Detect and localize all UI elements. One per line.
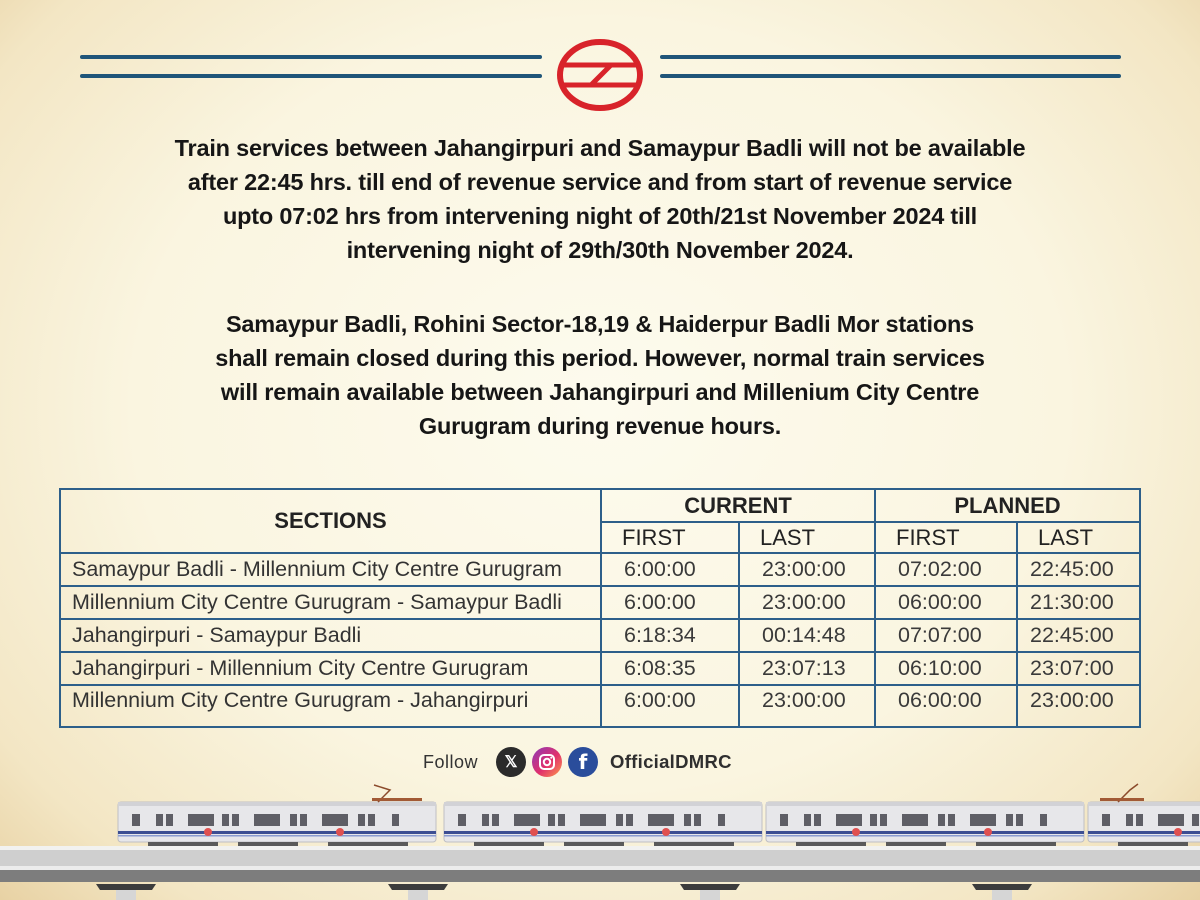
current-last-cell: 23:00:00 <box>739 685 875 727</box>
header-line-right-bottom <box>660 74 1121 78</box>
current-first-cell: 6:08:35 <box>601 652 739 685</box>
section-cell: Millennium City Centre Gurugram - Jahangirpuri <box>60 685 601 727</box>
metro-train-illustration <box>0 780 1200 900</box>
planned-first-cell: 06:00:00 <box>875 685 1017 727</box>
current-first-cell: 6:00:00 <box>601 586 739 619</box>
current-first-cell: 6:00:00 <box>601 553 739 586</box>
table-header-row <box>60 489 1140 522</box>
header-planned-first: FIRST <box>875 522 1017 553</box>
planned-last-cell: 22:45:00 <box>1017 619 1140 652</box>
notice-line: Train services between Jahangirpuri and Samaypur Badli will not be available <box>174 135 1026 161</box>
instagram-icon[interactable] <box>532 747 562 777</box>
table-row <box>60 619 1140 652</box>
notice-line: intervening night of 29th/30th November 2024. <box>346 237 854 263</box>
current-first-cell: 6:18:34 <box>601 619 739 652</box>
current-last-cell: 23:00:00 <box>739 553 875 586</box>
planned-last-cell: 23:00:00 <box>1017 685 1140 727</box>
header-banner <box>0 38 1200 114</box>
planned-last-cell: 22:45:00 <box>1017 553 1140 586</box>
header-sections: SECTIONS <box>60 489 601 553</box>
instagram-glyph-icon <box>538 753 556 771</box>
notice-paragraph-station-closure <box>60 307 1140 443</box>
planned-first-cell: 06:00:00 <box>875 586 1017 619</box>
x-twitter-icon[interactable]: 𝕏 <box>496 747 526 777</box>
notice-line: upto 07:02 hrs from intervening night of 20th/21st November 2024 till <box>222 203 978 229</box>
notice-line: Samaypur Badli, Rohini Sector-18,19 & Haiderpur Badli Mor stations <box>225 311 975 337</box>
dmrc-logo-icon <box>557 38 643 112</box>
header-planned-last: LAST <box>1017 522 1140 553</box>
table-row <box>60 553 1140 586</box>
header-current-first: FIRST <box>601 522 739 553</box>
follow-label: Follow <box>423 751 479 772</box>
current-first-cell: 6:00:00 <box>601 685 739 727</box>
social-follow-bar <box>423 746 732 778</box>
section-cell: Jahangirpuri - Samaypur Badli <box>60 619 601 652</box>
notice-line: will remain available between Jahangirpuri and Millenium City Centre <box>220 379 980 405</box>
planned-first-cell: 06:10:00 <box>875 652 1017 685</box>
notice-line: shall remain closed during this period. However, normal train services <box>215 345 985 371</box>
header-current: CURRENT <box>601 489 875 522</box>
table-row <box>60 586 1140 619</box>
current-last-cell: 23:07:13 <box>739 652 875 685</box>
header-planned: PLANNED <box>875 489 1140 522</box>
current-last-cell: 00:14:48 <box>739 619 875 652</box>
planned-last-cell: 23:07:00 <box>1017 652 1140 685</box>
planned-first-cell: 07:07:00 <box>875 619 1017 652</box>
header-line-right-top <box>660 55 1121 59</box>
planned-first-cell: 07:02:00 <box>875 553 1017 586</box>
notice-line: after 22:45 hrs. till end of revenue service and from start of revenue service <box>187 169 1013 195</box>
section-cell: Millennium City Centre Gurugram - Samaypur Badli <box>60 586 601 619</box>
notice-line: Gurugram during revenue hours. <box>418 413 782 439</box>
facebook-icon[interactable]: f <box>568 747 598 777</box>
current-last-cell: 23:00:00 <box>739 586 875 619</box>
header-line-left-top <box>80 55 542 59</box>
header-line-left-bottom <box>80 74 542 78</box>
timing-table <box>59 488 1141 728</box>
planned-last-cell: 21:30:00 <box>1017 586 1140 619</box>
table-row <box>60 685 1140 727</box>
notice-paragraph-service-closure <box>60 131 1140 267</box>
social-handle[interactable]: OfficialDMRC <box>610 751 732 772</box>
table-row <box>60 652 1140 685</box>
header-current-last: LAST <box>739 522 875 553</box>
section-cell: Jahangirpuri - Millennium City Centre Gurugram <box>60 652 601 685</box>
section-cell: Samaypur Badli - Millennium City Centre Gurugram <box>60 553 601 586</box>
